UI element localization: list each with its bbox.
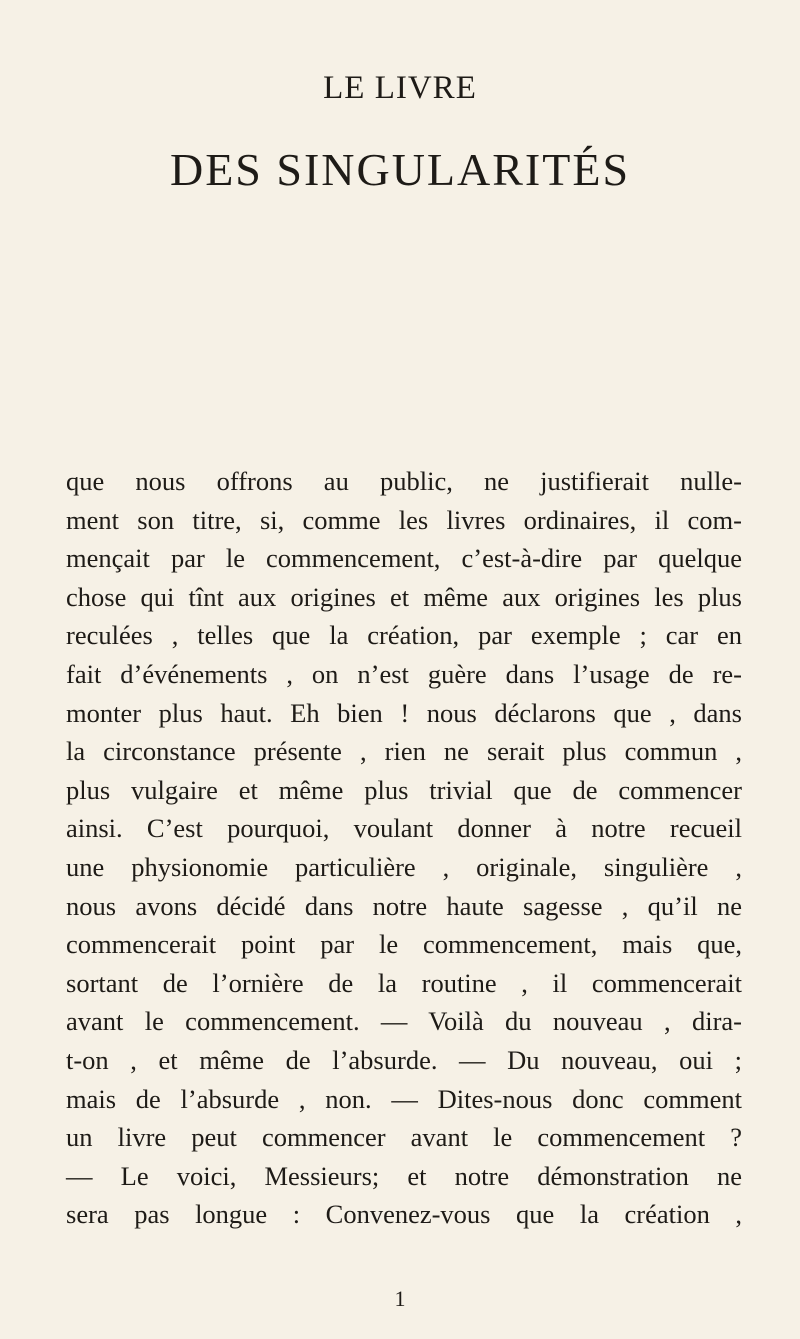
text-line: sera pas longue : Convenez-vous que la création ,	[66, 1199, 742, 1230]
text-line: fait d’événements , on n’est guère dans l’usage de re-	[66, 658, 742, 689]
title-line-1: LE LIVRE	[323, 70, 477, 106]
title-line-2: DES SINGULARITÉS	[169, 144, 631, 195]
text-line: sortant de l’ornière de la routine , il commencerait	[66, 967, 742, 998]
text-line: commencerait point par le commencement, mais que,	[66, 929, 742, 960]
text-line: — Le voici, Messieurs; et notre démonstration ne	[66, 1160, 742, 1191]
text-line: avant le commencement. — Voilà du nouveau , dira-	[66, 1006, 742, 1037]
text-line: chose qui tînt aux origines et même aux origines les plus	[66, 581, 742, 612]
text-line: monter plus haut. Eh bien ! nous déclarons que , dans	[66, 697, 742, 728]
text-line: t-on , et même de l’absurde. — Du nouveau, oui ;	[66, 1044, 742, 1075]
text-line: une physionomie particulière , originale, singulière ,	[66, 851, 742, 882]
text-line: ment son titre, si, comme les livres ordinaires, il com-	[66, 504, 742, 535]
text-line: reculées , telles que la création, par exemple ; car en	[66, 620, 742, 651]
text-line: la circonstance présente , rien ne serait plus commun ,	[66, 736, 742, 767]
text-line: un livre peut commencer avant le commencement ?	[66, 1122, 742, 1153]
page-number: 1	[394, 1286, 406, 1311]
text-line: nous avons décidé dans notre haute sagesse , qu’il ne	[66, 890, 742, 921]
text-line: que nous offrons au public, ne justifierait nulle-	[66, 466, 742, 496]
text-line: mais de l’absurde , non. — Dites-nous donc comment	[66, 1083, 742, 1114]
text-line: ainsi. C’est pourquoi, voulant donner à notre recueil	[66, 813, 742, 844]
text-line: mençait par le commencement, c’est-à-dire par quelque	[66, 543, 742, 574]
body-paragraph	[66, 462, 742, 1234]
text-line: plus vulgaire et même plus trivial que de commencer	[66, 774, 742, 805]
